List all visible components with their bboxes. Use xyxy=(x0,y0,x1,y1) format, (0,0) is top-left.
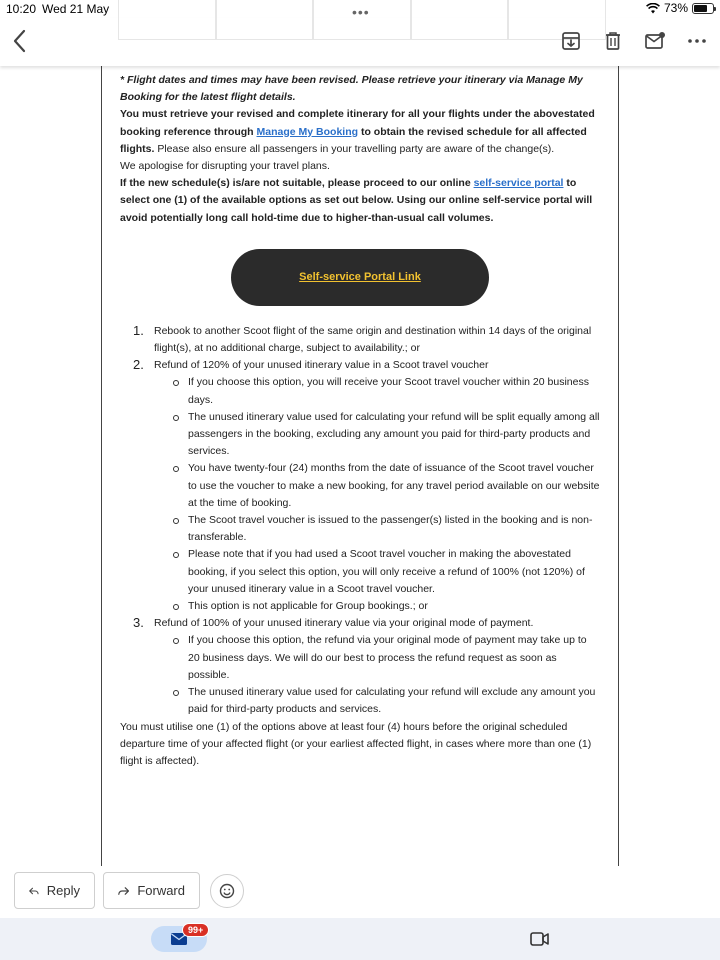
email-body xyxy=(101,66,619,866)
battery-icon xyxy=(692,3,714,14)
peek-cell xyxy=(411,0,509,40)
battery-percent: 73% xyxy=(663,1,688,15)
flight-dates-note: * Flight dates and times may have been revised. Please retrieve your itinerary via Manage My Booking for the latest flight details. xyxy=(120,74,583,104)
status-date: Wed 21 May xyxy=(42,2,110,16)
option-number: 3. xyxy=(133,615,144,631)
option-text: Refund of 120% of your unused itinerary value in a Scoot travel voucher xyxy=(154,359,489,372)
sub-list-item: If you choose this option, the refund via your original mode of payment may take up to 20 business days. We will do our best to process the refund request as soon as possible. xyxy=(154,632,600,684)
not-suitable-text-end: to select one (1) of the available options as set out below. Using our online self-service portal will avoid potentially long call hold-time due to higher-than-usual call volumes. xyxy=(120,177,593,224)
self-service-portal-link[interactable]: self-service portal xyxy=(473,177,564,190)
emoji-reaction-button[interactable] xyxy=(210,874,244,908)
retrieve-itinerary-paragraph xyxy=(120,106,600,158)
not-suitable-paragraph xyxy=(120,175,600,227)
meet-video-icon[interactable] xyxy=(530,931,550,947)
option-sub-list xyxy=(154,374,600,615)
sub-list-item: If you choose this option, you will receive your Scoot travel voucher within 20 business days. xyxy=(154,374,600,408)
sub-list-item: You have twenty-four (24) months from the date of issuance of the Scoot travel voucher to use the voucher to make a new booking, for any travel period available on our website at the time of booking. xyxy=(154,460,600,512)
retrieve-bold-text-end: to obtain the revised schedule for all affected flights. xyxy=(120,125,587,155)
retrieve-normal-text: Please also ensure all passengers in your travelling party are aware of the change(s). xyxy=(154,142,555,155)
option-item xyxy=(120,615,600,718)
archive-icon[interactable] xyxy=(560,30,582,52)
portal-button-wrap xyxy=(120,249,600,306)
retrieve-bold-text: You must retrieve your revised and complete itinerary for all your flights under the abovestated booking reference through xyxy=(120,108,595,138)
not-suitable-text: If the new schedule(s) is/are not suitable, please proceed to our online xyxy=(120,177,474,190)
sub-list-item: The Scoot travel voucher is issued to the passenger(s) listed in the booking and is non-transferable. xyxy=(154,512,600,546)
trash-icon[interactable] xyxy=(602,30,624,52)
sub-list-item: This option is not applicable for Group bookings.; or xyxy=(154,598,600,615)
forward-icon xyxy=(118,885,129,897)
option-item xyxy=(120,323,600,357)
reply-button[interactable] xyxy=(14,872,95,909)
option-item xyxy=(120,357,600,615)
option-number: 1. xyxy=(133,322,144,338)
more-options-icon[interactable] xyxy=(686,30,708,52)
closing-paragraph: You must utilise one (1) of the options above at least four (4) hours before the original scheduled departure time of your affected flight (or your earliest affected flight, in cases where more than one (1) flight is affected). xyxy=(120,720,592,767)
message-actions xyxy=(14,872,244,909)
status-time: 10:20 xyxy=(6,2,37,16)
option-number: 2. xyxy=(133,357,144,373)
option-text: Rebook to another Scoot flight of the same origin and destination within 14 days of the original flight(s), at no additional charge, subject to availability.; or xyxy=(154,324,592,355)
sub-list-item: The unused itinerary value used for calculating your refund will be split equally among all passengers in the booking, excluding any amount you paid for third-party products and services. xyxy=(154,409,600,461)
option-sub-list xyxy=(154,632,600,718)
unread-count-badge: 99+ xyxy=(182,923,209,937)
forward-button[interactable] xyxy=(103,872,200,909)
peek-cell xyxy=(216,0,314,40)
self-service-portal-button[interactable] xyxy=(231,249,489,306)
mark-unread-icon[interactable] xyxy=(644,30,666,52)
options-list xyxy=(120,323,600,719)
manage-my-booking-link[interactable]: Manage My Booking xyxy=(256,125,359,138)
reply-label: Reply xyxy=(46,883,80,898)
back-chevron-icon[interactable] xyxy=(10,28,30,54)
portal-button-label: Self-service Portal Link xyxy=(299,270,421,283)
status-right xyxy=(646,1,714,15)
apology-text: We apologise for disrupting your travel plans. xyxy=(120,160,330,173)
reply-icon xyxy=(29,885,39,897)
battery-fill xyxy=(694,5,707,12)
peek-cell xyxy=(118,0,216,40)
sub-list-item: Please note that if you had used a Scoot travel voucher in making the abovestated booking, if you select this option, you will only receive a refund of 100% (not 120%) of your unused itinerary value in a Scoot travel voucher. xyxy=(154,546,600,598)
drag-handle-dots[interactable]: ••• xyxy=(352,4,370,20)
forward-label: Forward xyxy=(137,883,185,898)
option-text: Refund of 100% of your unused itinerary value via your original mode of payment. xyxy=(154,617,534,630)
peek-cell xyxy=(508,0,606,40)
sub-list-item: The unused itinerary value used for calculating your refund will exclude any amount you paid for third-party products and services. xyxy=(154,684,600,718)
bottom-navigation xyxy=(0,918,720,960)
wifi-icon xyxy=(646,3,660,14)
smiley-icon xyxy=(219,883,235,899)
